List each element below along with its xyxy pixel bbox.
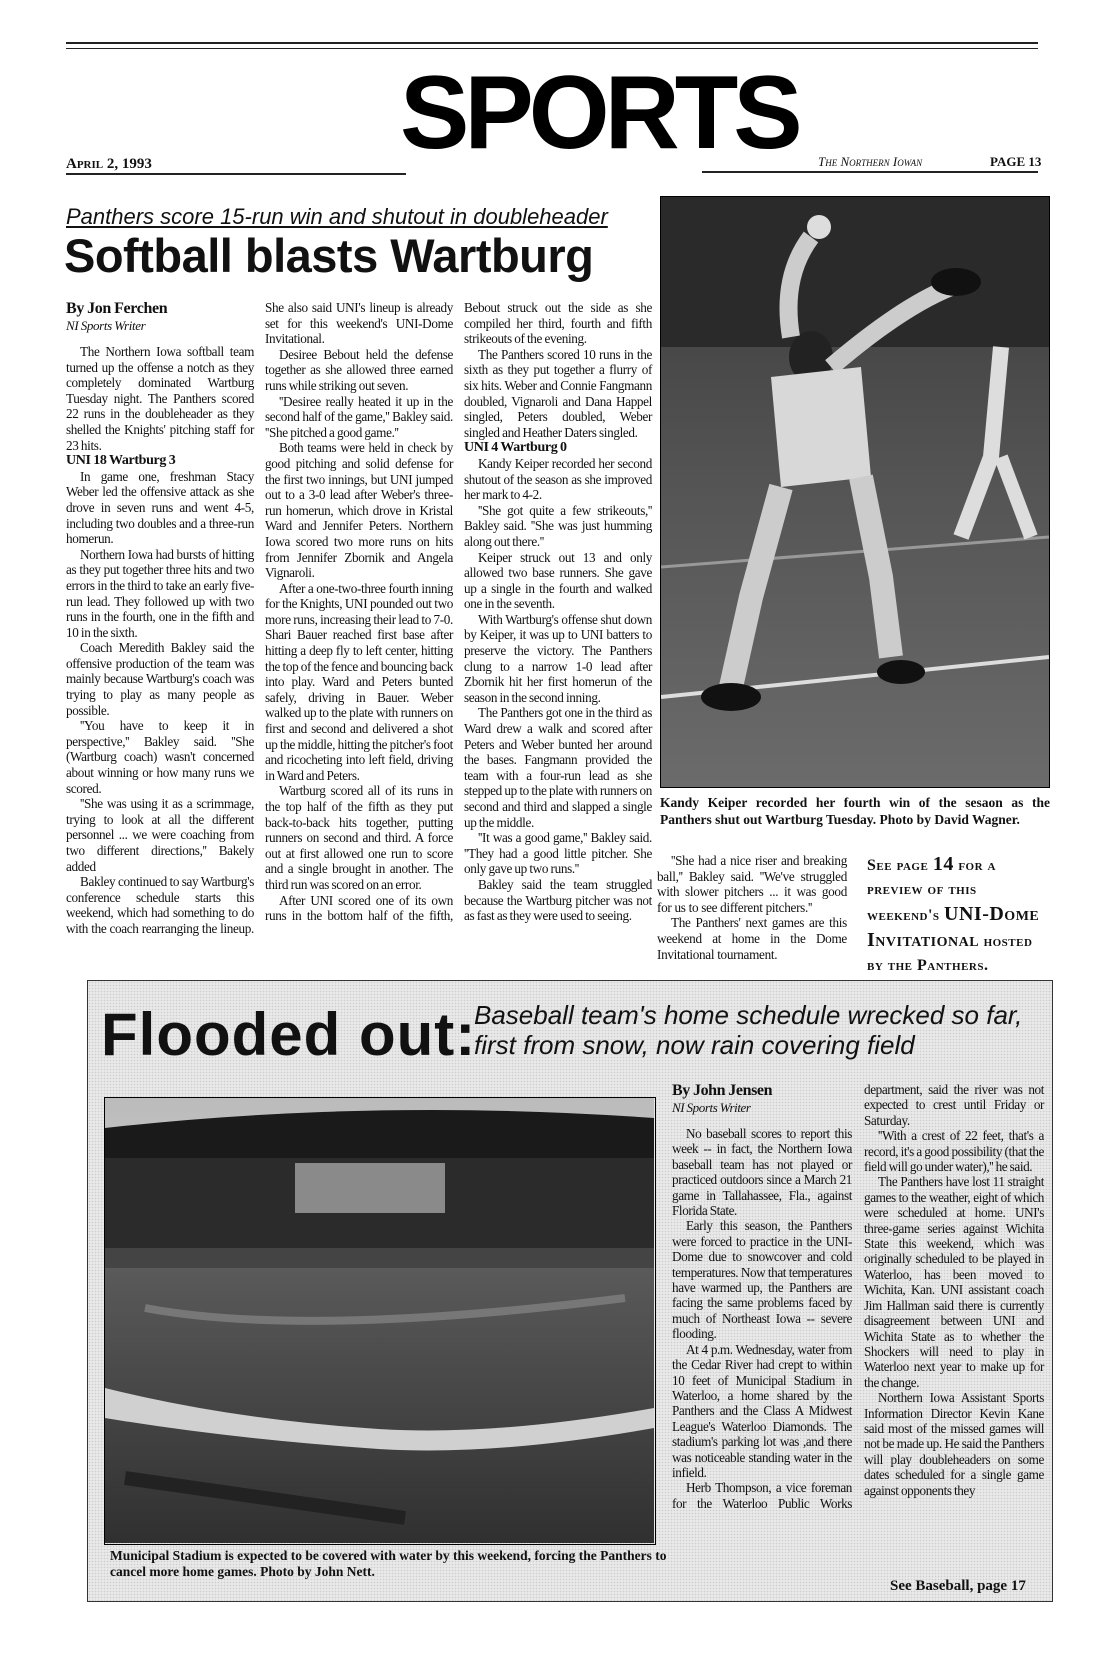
- baseball-headline: Flooded out:: [101, 1001, 477, 1068]
- promo-text: preview of this: [867, 881, 977, 898]
- paragraph: Kandy Keiper recorded her second shutout of the season as she improved her mark to 4-2.: [464, 455, 652, 503]
- paragraph: Northern Iowa had bursts of hitting as they put together three hits and two errors in the third to take an early five-run lead. They followed up with two runs in the fourth, one in the fifth and 10 in the sixth.: [66, 546, 254, 640]
- paragraph: In game one, freshman Stacy Weber led the offensive attack as she drove in seven runs and went 4-5, including two doubles and a three-run homerun.: [66, 468, 254, 547]
- promo-page-number: 14: [932, 853, 954, 875]
- paragraph: Bakley said the team struggled because the Wartburg pitcher was not as fast as they were used to seeing.: [464, 876, 652, 924]
- top-rule-2: [66, 48, 1038, 49]
- paragraph: Wartburg scored all of its runs in the top half of the fifth as they put back-to-back hits together, putting runners on second and third. A force out at first allowed one run to score and a single brought in another. The third run was scored on an error.: [265, 783, 453, 892]
- promo-text: weekend's: [867, 907, 945, 924]
- promo-text: for a: [953, 857, 996, 874]
- paper-name: The Northern Iowan: [818, 154, 923, 169]
- pitcher-photo-caption: Kandy Keiper recorded her fourth win of the sesaon as the Panthers shut out Wartburg Tuesday. Photo by David Wagner.: [660, 795, 1050, 827]
- stadium-photo: [104, 1097, 656, 1545]
- baseball-article-body: [672, 1082, 1044, 1511]
- section-title: SPORTS: [400, 55, 798, 171]
- pitcher-photo: [660, 196, 1050, 788]
- softball-byline-role: NI Sports Writer: [66, 318, 146, 333]
- promo-text: hosted: [979, 933, 1033, 950]
- paragraph: ''She got quite a few strikeouts,'' Bakley said. ''She was just humming along out there.'': [464, 502, 652, 549]
- softball-article-body: [66, 300, 652, 937]
- promo-text: Invitational: [867, 929, 980, 951]
- softball-kicker: Panthers score 15-run win and shutout in doubleheader: [66, 204, 608, 229]
- stadium-photo-caption: Municipal Stadium is expected to be covered with water by this weekend, forcing the Panthers to cancel more home games. Photo by John Nett.: [110, 1548, 667, 1579]
- paragraph: No baseball scores to report this week -- in fact, the Northern Iowa baseball team has not played or practiced outdoors since a March 21 game in Tallahassee, Fla., against Florida State.: [672, 1126, 852, 1219]
- paragraph: The Panthers have lost 11 straight games to the weather, eight of which were scheduled at home. UNI's three-game series against Wichita State this weekend, which was originally scheduled to be played in Waterloo, has been moved to Wichita, Kan. UNI assistant coach Jim Hallman said there is currently disagreement between UNI and Wichita State as to whether the Shockers will need to play in Waterloo next year to make up for the change.: [864, 1174, 1044, 1390]
- softball-headline: Softball blasts Wartburg: [64, 229, 594, 282]
- top-rule: [66, 42, 1038, 44]
- paragraph: Coach Meredith Bakley said the offensive production of the team was mainly because Wartburg's coach was trying to play as many people as possible.: [66, 640, 254, 718]
- continued-jump-link[interactable]: See Baseball, page 17: [890, 1578, 1026, 1594]
- page-rule: [702, 171, 1038, 173]
- paragraph: The Panthers scored 10 runs in the sixth as they put together a flurry of six hits. Weber and Connie Fangmann doubled, Vignaroli and Dana Happel singled, Peters doubled, Weber singled and Heather Daters singled.: [464, 346, 652, 440]
- paragraph: After a one-two-three fourth inning for the Knights, UNI pounded out two more runs, increasing their lead to 7-0. Shari Bauer reached first base after hitting a deep fly to left center, hitting the top of the fence and bouncing back into play. Ward and Peters bunted safely, driving in Bauer. Weber walked up to the plate with runners on first and second and delivered a shot up the middle, hitting the pitcher's foot and ricocheting into left field, driving in Ward and Peters.: [265, 580, 453, 783]
- baseball-byline: By John Jensen: [672, 1082, 773, 1099]
- date-rule: [66, 173, 406, 175]
- softball-byline: By Jon Ferchen: [66, 300, 168, 317]
- paragraph: The Panthers got one in the third as Ward drew a walk and scored after Peters and Weber bunted her around the bases. Fangmann provided the team with a four-run lead as she stepped up to the plate with runners on second and third and slapped a single up the middle.: [464, 705, 652, 830]
- softball-article-continuation: [657, 853, 847, 962]
- paragraph: ''She was using it as a scrimmage, trying to look at all the different personnel ... we were coaching from two different directions,'' Bakely added: [66, 796, 254, 874]
- game-subhead: UNI 18 Wartburg 3: [66, 453, 176, 469]
- paragraph: ''With a crest of 22 feet, that's a record, it's a good possibility (that the field will go under water),'' he said.: [864, 1128, 1044, 1175]
- paragraph: Bakley continued to say Wartburg's conference schedule starts this weekend, which had something to do with the coach rearranging the lineup. She also said UNI's lineup is already set for this weekend's UNI-Dome Invitational.: [66, 300, 453, 936]
- baseball-paragraphs: [672, 1082, 1044, 1511]
- promo-text: UNI-Dome: [944, 903, 1040, 925]
- paragraph: Early this season, the Panthers were forced to practice in the UNI-Dome due to snowcover and cold temperatures. Now that temperatures have warmed up, the Panthers are facing the same problems faced by much of Northeast Iowa -- severe flooding.: [672, 1218, 852, 1342]
- promo-text: See page: [867, 857, 933, 874]
- paragraph: After UNI scored one of its own runs in the bottom half of the fifth, Bebout struck out the side as she compiled her third, fourth and fifth strikeouts of the evening.: [265, 300, 652, 924]
- paragraph: Northern Iowa Assistant Sports Information Director Kevin Kane said most of the missed games will not be made up. He said the Panthers will play doubleheaders on some dates scheduled for a single game against opponents they: [864, 1390, 1044, 1498]
- baseball-byline-role: NI Sports Writer: [672, 1100, 751, 1115]
- paragraph: ''It was a good game,'' Bakley said. ''They had a good little pitcher. She only gave up two runs.'': [464, 830, 652, 877]
- issue-date: April 2, 1993: [66, 156, 152, 172]
- promo-text: by the Panthers.: [867, 957, 989, 974]
- continuation-paragraphs: [657, 853, 847, 962]
- paragraph: Both teams were held in check by good pitching and solid defense for the first two innings, but UNI jumped out to a 3-0 lead after Weber's three-run homerun, which drove in Kristal Ward and Jennifer Peters. Northern Iowa scored two more runs on hits from Jennifer Zbornik and Angela Vignaroli.: [265, 440, 453, 581]
- page-number: PAGE 13: [990, 154, 1042, 169]
- paragraph: With Wartburg's offense shut down by Keiper, it was up to UNI batters to preserve the victory. The Panthers clung to a narrow 1-0 lead after Zbornik hit her first homerun of the season in the second inning.: [464, 611, 652, 705]
- preview-promo[interactable]: [867, 852, 1047, 978]
- paragraph: At 4 p.m. Wednesday, water from the Cedar River had crept to within 10 feet of Municipal Stadium in Waterloo, a home shared by the Panthers and the Class A Midwest League's Waterloo Diamonds. The stadium's parking lot was ,and there was noticeable standing water in the infield.: [672, 1341, 852, 1480]
- softball-paragraphs: [66, 300, 652, 937]
- paragraph: ''You have to keep it in perspective,'' Bakley said. ''She (Wartburg coach) wasn't concerned about winning or how many runs we scored.: [66, 718, 254, 796]
- baseball-deck: Baseball team's home schedule wrecked so far, first from snow, now rain covering field: [474, 1000, 1023, 1060]
- paragraph: ''She had a nice riser and breaking ball,'' Bakley said. ''We've struggled with slower pitchers ... it was good for us to see different pitchers.'': [657, 853, 847, 915]
- paragraph: Desiree Bebout held the defense together as she allowed three earned runs while striking out seven.: [265, 346, 453, 393]
- paragraph: Herb Thompson, a vice foreman for the Waterloo Public Works department, said the river was not expected to crest until Friday or Saturday.: [672, 1082, 1044, 1511]
- paragraph: The Northern Iowa softball team turned up the offense a notch as they completely dominated Wartburg Tuesday night. The Panthers scored 22 runs in the doubleheader as they shelled the Knights' pitching staff for 23 hits.: [66, 344, 254, 453]
- game-subhead: UNI 4 Wartburg 0: [464, 440, 567, 456]
- paragraph: ''Desiree really heated it up in the second half of the game,'' Bakley said. ''She pitched a good game.'': [265, 393, 453, 440]
- paragraph: Keiper struck out 13 and only allowed two base runners. She gave up a single in the fourth and walked one in the seventh.: [464, 549, 652, 612]
- paragraph: The Panthers' next games are this weekend at home in the Dome Invitational tournament.: [657, 915, 847, 962]
